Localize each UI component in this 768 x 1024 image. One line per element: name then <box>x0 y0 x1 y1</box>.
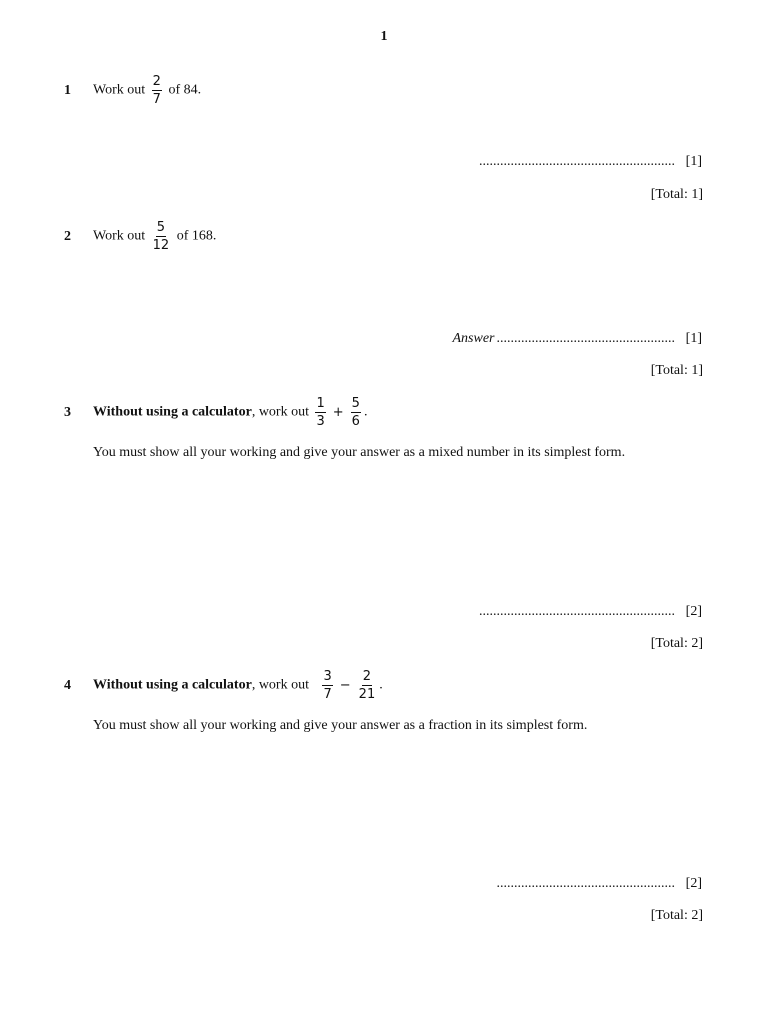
question-1-text-after: of 84. <box>168 82 202 98</box>
question-1-text <box>93 75 201 106</box>
question-3-answer-line[interactable] <box>479 604 675 620</box>
question-2-text-after: of 168. <box>176 228 217 244</box>
fraction-numerator: 3 <box>323 669 332 684</box>
fraction-denominator: 6 <box>351 414 360 429</box>
fraction-numerator: 5 <box>351 396 360 411</box>
question-1-marks: [1] <box>685 154 702 169</box>
fraction-numerator: 5 <box>156 220 166 235</box>
question-3-bold-phrase: Without using a calculator <box>93 404 252 420</box>
question-2-fraction <box>152 221 171 252</box>
question-4-text <box>93 670 383 701</box>
question-4-answer-line[interactable] <box>497 876 676 892</box>
question-2-total: [Total: 1] <box>650 363 703 378</box>
question-3-total: [Total: 2] <box>650 636 703 651</box>
question-3-text-before: , work out <box>251 404 309 420</box>
question-1-fraction <box>152 75 162 106</box>
fraction-denominator: 7 <box>323 687 332 702</box>
minus-operator: − <box>339 677 351 693</box>
question-3-number: 3 <box>64 405 71 420</box>
fraction-denominator: 12 <box>152 238 170 253</box>
question-4-text-before: , work out <box>251 677 309 693</box>
question-1-text-before: Work out <box>93 82 146 98</box>
question-3-text-after: . <box>363 404 368 420</box>
fraction-denominator: 3 <box>316 414 325 429</box>
answer-dots: ................................................... <box>496 876 675 891</box>
fraction-numerator: 2 <box>152 74 161 89</box>
question-1-number: 1 <box>64 83 71 98</box>
question-1-answer-line[interactable] <box>479 154 675 170</box>
question-4-total: [Total: 2] <box>650 908 703 923</box>
question-4-instruction: You must show all your working and give your answer as a fraction in its simplest form. <box>93 718 588 733</box>
question-4-bold-phrase: Without using a calculator <box>93 677 252 693</box>
question-2-answer-line[interactable] <box>453 331 676 347</box>
answer-dots: ........................................................ <box>479 604 675 619</box>
question-4-fraction-2 <box>358 670 377 701</box>
question-3-instruction: You must show all your working and give your answer as a mixed number in its simplest form. <box>93 445 626 460</box>
question-2-number: 2 <box>64 229 71 244</box>
fraction-numerator: 2 <box>362 669 372 684</box>
answer-dots: ........................................................ <box>479 154 675 169</box>
question-4-number: 4 <box>64 678 71 693</box>
fraction-denominator: 7 <box>152 92 161 107</box>
question-3-fraction-1 <box>315 397 325 428</box>
question-3-marks: [2] <box>685 604 702 619</box>
answer-label: Answer <box>452 331 495 346</box>
question-2-marks: [1] <box>685 331 702 346</box>
plus-operator: + <box>332 404 344 420</box>
fraction-denominator: 21 <box>358 687 376 702</box>
fraction-numerator: 1 <box>316 396 325 411</box>
question-4-fraction-1 <box>322 670 332 701</box>
question-3-text <box>93 397 367 428</box>
question-4-marks: [2] <box>685 876 702 891</box>
question-2-text-before: Work out <box>93 228 146 244</box>
question-2-text <box>93 221 216 252</box>
question-4-text-after: . <box>379 677 383 693</box>
answer-dots: ................................................... <box>496 331 675 346</box>
question-3-fraction-2 <box>351 397 361 428</box>
page-number: 1 <box>380 29 388 44</box>
question-1-total: [Total: 1] <box>650 187 703 202</box>
